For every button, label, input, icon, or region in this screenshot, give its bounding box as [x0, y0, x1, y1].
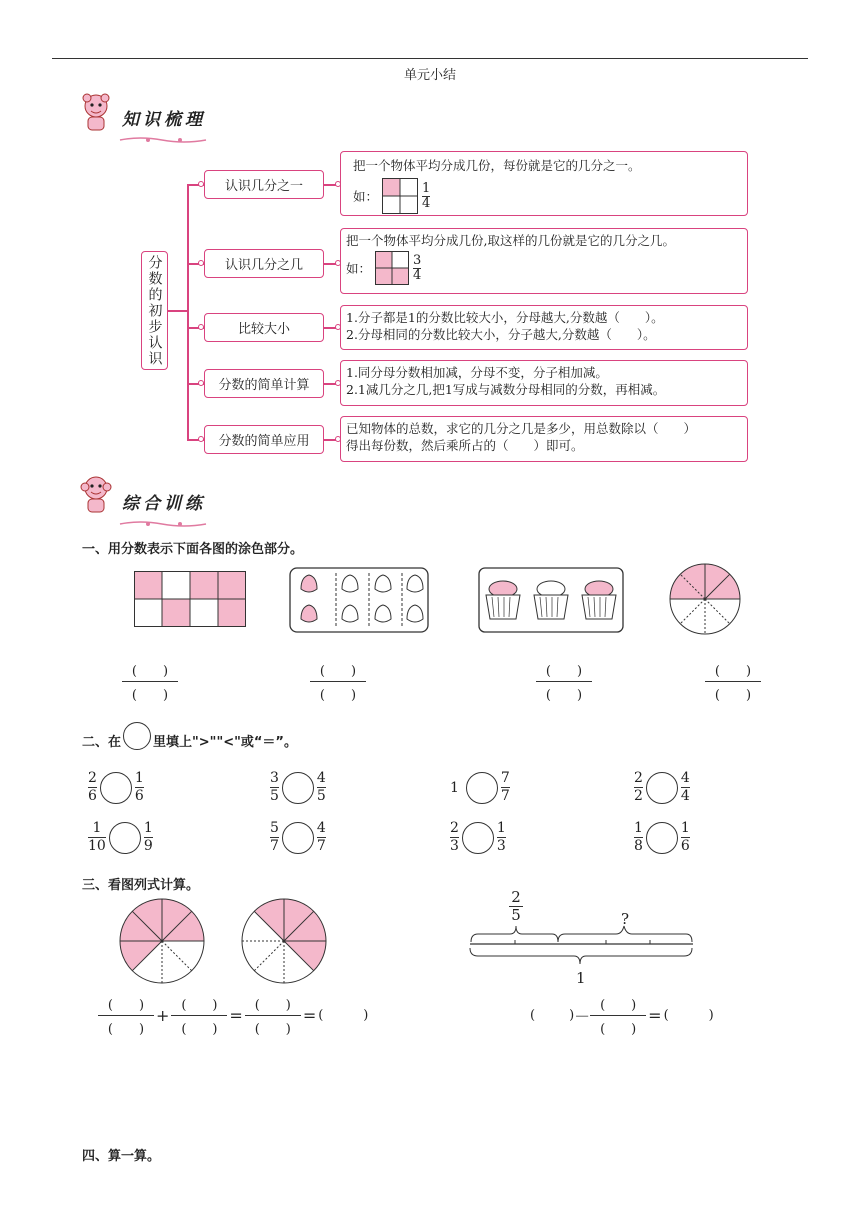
compare-circle[interactable] [646, 772, 678, 804]
compare-item [450, 770, 510, 805]
box3-line1: 1.分子都是1的分数比较大小，分母越大,分数越（ ）。 [346, 310, 664, 325]
circle-icon [123, 722, 151, 750]
blank-top: ( ) [319, 664, 357, 679]
fraction-three-quarters [413, 254, 421, 283]
blank-top: ( ) [131, 664, 169, 679]
q3-circle-1 [118, 897, 206, 985]
q1-figure-peaches [289, 567, 429, 633]
denominator: 4 [680, 788, 690, 804]
answer-blank[interactable] [705, 660, 761, 703]
numerator: 2 [634, 770, 643, 786]
header-rule [52, 58, 808, 59]
blank-bottom: ( ) [545, 688, 583, 703]
blank-bottom: ( ) [600, 1022, 637, 1037]
fraction-numerator: 3 [413, 252, 422, 268]
question-2-title [82, 722, 297, 750]
brace-fraction-label [509, 889, 523, 924]
fraction-denominator: 4 [422, 195, 431, 211]
connector [187, 184, 189, 439]
numerator: 3 [270, 770, 279, 786]
mindmap-node-1: 认识几分之一 [204, 170, 324, 199]
equals-sign: = [229, 1006, 243, 1025]
compare-circle[interactable] [100, 772, 132, 804]
numerator: 2 [511, 888, 521, 906]
denominator: 6 [134, 788, 144, 804]
section-title-knowledge: 知识梳理 [122, 110, 206, 130]
answer-blank[interactable] [122, 660, 178, 703]
numerator: 4 [316, 770, 326, 786]
numerator: 4 [680, 770, 690, 786]
close-paren: ) [708, 1008, 714, 1023]
box4-line2: 2.1减几分之几,把1写成与减数分母相同的分数，再相减。 [346, 382, 666, 397]
compare-circle[interactable] [462, 822, 494, 854]
answer-blank[interactable] [310, 660, 366, 703]
section-title-training: 综合训练 [122, 494, 206, 514]
blank-bottom: ( ) [319, 688, 357, 703]
blank-bottom: ( ) [131, 688, 169, 703]
compare-item [270, 820, 326, 855]
compare-item [450, 820, 506, 855]
numerator: 1 [496, 820, 506, 836]
blank-bottom: ( ) [107, 1022, 145, 1037]
fraction-one-quarter [422, 182, 430, 211]
answer-blank[interactable] [590, 994, 646, 1037]
numerator: 1 [134, 770, 144, 786]
q3-equation-1 [98, 994, 368, 1037]
denominator: 8 [634, 838, 643, 854]
box2-text: 把一个物体平均分成几份,取这样的几份就是它的几分之几。 [346, 233, 675, 248]
connector-dot [198, 380, 204, 386]
denominator: 5 [511, 906, 521, 924]
compare-circle[interactable] [109, 822, 141, 854]
denominator: 6 [680, 838, 690, 854]
mascot-icon [78, 92, 114, 134]
denominator: 2 [634, 788, 643, 804]
close-paren: ) [569, 1008, 575, 1023]
blank-bottom: ( ) [181, 1022, 218, 1037]
denominator: 5 [316, 788, 326, 804]
box5-line1: 已知物体的总数，求它的几分之几是多少，用总数除以（ ） [346, 421, 697, 436]
blank-bottom: ( ) [714, 688, 752, 703]
brace-question-mark: ? [621, 910, 630, 928]
fraction-numerator: 1 [422, 180, 431, 196]
q2-title-post: 里填上">""<"或“＝”。 [153, 735, 297, 750]
compare-circle[interactable] [282, 822, 314, 854]
mindmap-box-5 [340, 416, 748, 462]
compare-item [88, 770, 144, 805]
whole-number: 1 [450, 779, 459, 796]
blank-top: ( ) [714, 664, 752, 679]
brace-total-label: 1 [576, 969, 586, 987]
numerator: 2 [450, 820, 459, 836]
answer-blank[interactable] [171, 994, 227, 1037]
mindmap-node-5: 分数的简单应用 [204, 425, 324, 454]
mindmap-node-3: 比较大小 [204, 313, 324, 342]
open-paren: ( [318, 1008, 324, 1023]
denominator: 7 [316, 838, 326, 854]
plus-sign: + [156, 1006, 170, 1025]
compare-circle[interactable] [282, 772, 314, 804]
box5-line2: 得出每份数，然后乘所占的（ ）即可。 [346, 438, 584, 453]
q2-title-pre: 二、在 [82, 735, 122, 750]
quarter-grid-icon [382, 178, 418, 214]
mascot-icon [78, 474, 114, 516]
mindmap-node-4: 分数的简单计算 [204, 369, 324, 398]
mindmap-box-2 [340, 228, 748, 294]
blank-top: ( ) [545, 664, 583, 679]
connector-dot [198, 324, 204, 330]
box4-line1: 1.同分母分数相加减，分母不变，分子相加减。 [346, 365, 608, 380]
mindmap-root [141, 251, 168, 370]
brace-diagram [466, 922, 696, 968]
denominator: 10 [88, 838, 106, 854]
connector [168, 310, 188, 312]
q1-figure-baskets [478, 567, 624, 633]
box3-line2: 2.分母相同的分数比较大小，分子越大,分数越（ ）。 [346, 327, 656, 342]
numerator: 5 [270, 820, 279, 836]
open-paren: ( [530, 1008, 536, 1023]
numerator: 7 [500, 770, 510, 786]
mindmap-box-4 [340, 360, 748, 406]
numerator: 1 [143, 820, 153, 836]
blank-bottom: ( ) [254, 1022, 291, 1037]
numerator: 1 [92, 820, 102, 836]
numerator: 4 [316, 820, 326, 836]
denominator: 7 [500, 788, 510, 804]
close-paren: ) [363, 1008, 369, 1023]
ribbon-decoration [118, 513, 208, 521]
blank-top: ( ) [107, 998, 145, 1013]
compare-item [634, 770, 690, 805]
compare-circle[interactable] [646, 822, 678, 854]
answer-blank[interactable] [98, 994, 154, 1037]
box1-example-label: 如： [353, 188, 379, 204]
denominator: 3 [496, 838, 506, 854]
q1-figure-circle [668, 562, 742, 636]
connector-dot [198, 436, 204, 442]
open-paren: ( [663, 1008, 669, 1023]
denominator: 7 [270, 838, 279, 854]
denominator: 3 [450, 838, 459, 854]
numerator: 2 [88, 770, 97, 786]
equals-sign: = [648, 1006, 662, 1025]
q1-figure-rectangle-grid [134, 571, 246, 627]
answer-blank[interactable] [536, 660, 592, 703]
blank-top: ( ) [600, 998, 637, 1013]
denominator: 9 [143, 838, 153, 854]
box1-text: 把一个物体平均分成几份，每份就是它的几分之一。 [353, 158, 641, 173]
minus-sign: － [574, 1007, 591, 1026]
blank-top: ( ) [181, 998, 218, 1013]
connector-dot [198, 260, 204, 266]
fraction-denominator: 4 [413, 267, 422, 283]
question-4-title: 四、算一算。 [82, 1149, 161, 1164]
compare-circle[interactable] [466, 772, 498, 804]
numerator: 1 [680, 820, 690, 836]
q3-circle-2 [240, 897, 328, 985]
question-3-title: 三、看图列式计算。 [82, 878, 200, 893]
box2-example-label: 如： [346, 260, 372, 276]
denominator: 6 [88, 788, 97, 804]
mindmap-node-2: 认识几分之几 [204, 249, 324, 278]
equals-sign: = [302, 1006, 317, 1025]
numerator: 1 [634, 820, 643, 836]
compare-item [88, 820, 153, 855]
mindmap-box-1 [340, 151, 748, 216]
three-quarter-grid-icon [375, 251, 409, 285]
compare-item [634, 820, 690, 855]
denominator: 5 [270, 788, 279, 804]
answer-blank[interactable] [245, 994, 301, 1037]
question-1-title: 一、用分数表示下面各图的涂色部分。 [82, 542, 304, 557]
page-title: 单元小结 [403, 68, 456, 83]
mindmap-box-3 [340, 305, 748, 350]
q3-equation-2 [530, 994, 714, 1037]
mindmap-root-label: 分数的初步认识 [146, 254, 163, 367]
ribbon-decoration [118, 129, 208, 137]
compare-item [270, 770, 326, 805]
blank-top: ( ) [254, 998, 291, 1013]
connector-dot [198, 181, 204, 187]
